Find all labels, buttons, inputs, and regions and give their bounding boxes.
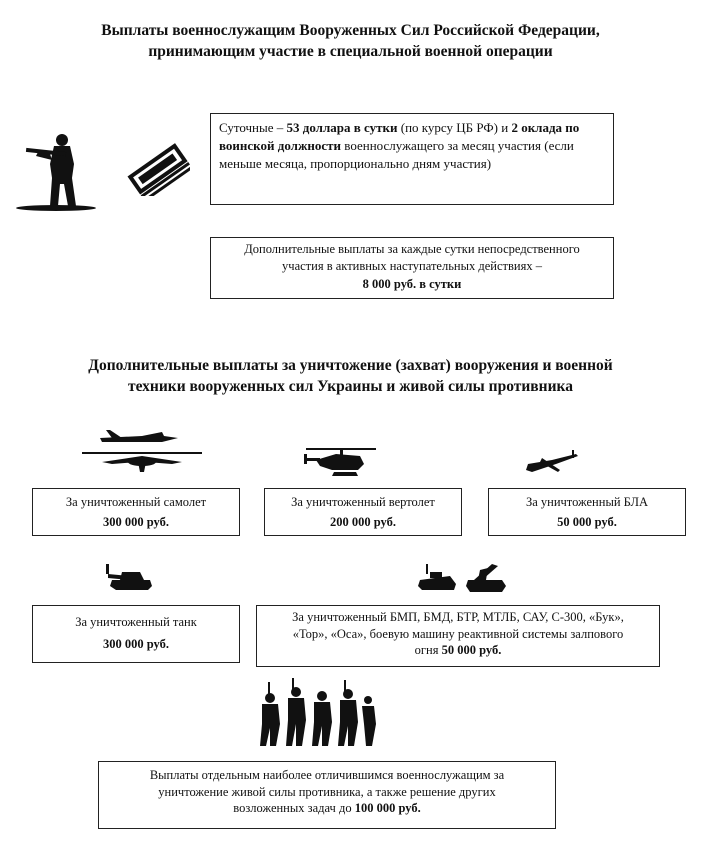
personnel-amount: 100 000 руб. [354, 801, 421, 815]
drone-label: За уничтоженный БЛА [525, 495, 649, 509]
drone-amount: 50 000 руб. [557, 514, 617, 529]
vehicles-line3: огня [414, 643, 442, 657]
page-title-line1: Выплаты военнослужащим Вооруженных Сил Российской Федерации, [101, 22, 600, 39]
section2-title-line1: Дополнительные выплаты за уничтожение (захват) вооружения и военной [88, 357, 613, 374]
helicopter-payment-box [264, 488, 462, 536]
daily-text-2: (по курсу ЦБ РФ) и [397, 120, 512, 135]
page-title [0, 20, 701, 62]
salary-multiplier: 2 оклада по воинской должности [219, 120, 580, 153]
aircraft-payment-box [32, 488, 240, 536]
offensive-amount: 8 000 руб. в сутки [362, 277, 462, 291]
personnel-line3: возложенных задач до [233, 801, 355, 815]
tank-label: За уничтоженный танк [75, 615, 197, 629]
personnel-payment-box [98, 761, 556, 829]
helicopter-label: За уничтоженный вертолет [291, 495, 435, 509]
tank-icon [104, 562, 154, 592]
tank-amount: 300 000 руб. [103, 636, 169, 651]
vehicles-payment-box [256, 605, 660, 667]
helicopter-amount: 200 000 руб. [330, 514, 396, 529]
soldier-icon [14, 128, 98, 212]
aircraft-icon [82, 428, 202, 478]
tank-payment-box [32, 605, 240, 663]
vehicles-line1: За уничтоженный БМП, БМД, БТР, МТЛБ, САУ, С-300, «Бук», [292, 610, 624, 624]
page-title-line2: принимающим участие в специальной военной операции [148, 43, 553, 60]
money-stack-icon [124, 140, 190, 196]
section2-title [0, 355, 701, 397]
aircraft-amount: 300 000 руб. [103, 514, 169, 529]
drone-icon [522, 448, 580, 478]
vehicles-amount: 50 000 руб. [441, 643, 502, 657]
daily-rate: 53 доллара в сутки [286, 120, 398, 135]
armored-vehicles-icon [416, 558, 508, 598]
personnel-line2: уничтожение живой силы противника, а также решение других [158, 784, 496, 799]
vehicles-line2: «Тор», «Оса», боевую машину реактивной системы залпового [292, 626, 624, 641]
drone-payment-box [488, 488, 686, 536]
personnel-line1: Выплаты отдельным наиболее отличившимся военнослужащим за [149, 768, 505, 782]
aircraft-label: За уничтоженный самолет [65, 495, 207, 509]
section2-title-line2: техники вооруженных сил Украины и живой силы противника [128, 378, 573, 395]
offensive-line2: участия в активных наступательных действиях – [282, 258, 542, 273]
offensive-payment-box [210, 237, 614, 299]
helicopter-icon [302, 442, 380, 482]
offensive-line1: Дополнительные выплаты за каждые сутки непосредственного [244, 242, 580, 256]
daily-text-3: военнослужащего за месяц участия (если меньше месяца, пропорционально дням участия) [219, 138, 574, 171]
soldiers-group-icon [254, 678, 378, 748]
daily-text-1: Суточные – [219, 120, 287, 135]
daily-allowance-box [210, 113, 614, 205]
